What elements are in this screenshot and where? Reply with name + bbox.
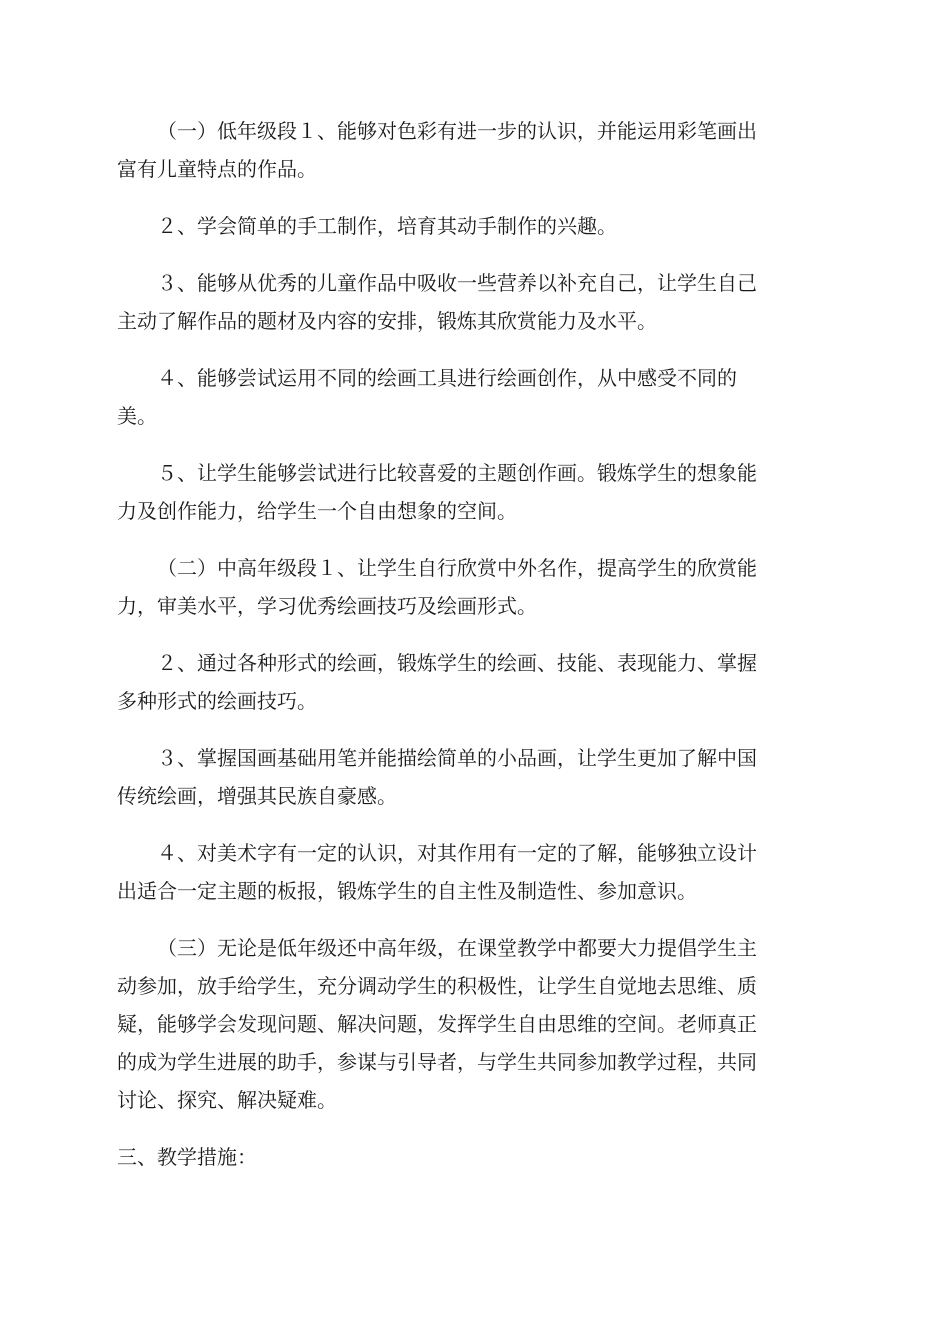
paragraph-upper-item-4 bbox=[117, 834, 835, 910]
text-line: 富有儿童特点的作品。 bbox=[117, 157, 317, 181]
text-line: 讨论、探究、解决疑难。 bbox=[117, 1088, 337, 1112]
paragraph-upper-item-2 bbox=[117, 644, 835, 720]
paragraph-item-5 bbox=[117, 454, 835, 530]
text-line: ３、掌握国画基础用笔并能描绘简单的小品画，让学生更加了解中国 bbox=[157, 746, 757, 770]
paragraph-lower-grade-intro bbox=[117, 112, 835, 188]
text-line: 传统绘画，增强其民族自豪感。 bbox=[117, 784, 397, 808]
section-heading bbox=[117, 1138, 835, 1176]
text-line: ２、通过各种形式的绘画，锻炼学生的绘画、技能、表现能力、掌握 bbox=[157, 651, 757, 675]
paragraph-item-3 bbox=[117, 264, 835, 340]
text-line: ４、对美术字有一定的认识，对其作用有一定的了解，能够独立设计 bbox=[157, 841, 757, 865]
text-line: 主动了解作品的题材及内容的安排，锻炼其欣赏能力及水平。 bbox=[117, 309, 657, 333]
text-line: 动参加，放手给学生，充分调动学生的积极性，让学生自觉地去思维、质 bbox=[117, 974, 757, 998]
text-line: ５、让学生能够尝试进行比较喜爱的主题创作画。锻炼学生的想象能 bbox=[157, 461, 757, 485]
paragraph-item-4 bbox=[117, 359, 835, 435]
text-line: 出适合一定主题的板报，锻炼学生的自主性及制造性、参加意识。 bbox=[117, 879, 697, 903]
text-line: 美。 bbox=[117, 404, 157, 428]
text-line: ３、能够从优秀的儿童作品中吸收一些营养以补充自己，让学生自己 bbox=[157, 271, 757, 295]
text-line: 疑，能够学会发现问题、解决问题，发挥学生自由思维的空间。老师真正 bbox=[117, 1012, 757, 1036]
text-line: 的成为学生进展的助手，参谋与引导者，与学生共同参加教学过程，共同 bbox=[117, 1050, 757, 1074]
paragraph-part-three bbox=[117, 929, 835, 1119]
paragraph-upper-item-3 bbox=[117, 739, 835, 815]
text-line: （一）低年级段１、能够对色彩有进一步的认识，并能运用彩笔画出 bbox=[157, 119, 757, 143]
text-line: 力及创作能力，给学生一个自由想象的空间。 bbox=[117, 499, 517, 523]
text-line: ２、学会简单的手工制作，培育其动手制作的兴趣。 bbox=[157, 214, 617, 238]
paragraph-upper-grade-intro bbox=[117, 549, 835, 625]
text-line: ４、能够尝试运用不同的绘画工具进行绘画创作，从中感受不同的 bbox=[157, 366, 737, 390]
text-line: （二）中高年级段１、让学生自行欣赏中外名作，提高学生的欣赏能 bbox=[157, 556, 757, 580]
document-body bbox=[117, 112, 835, 1195]
text-line: （三）无论是低年级还中高年级，在课堂教学中都要大力提倡学生主 bbox=[157, 936, 757, 960]
text-line: 力，审美水平，学习优秀绘画技巧及绘画形式。 bbox=[117, 594, 537, 618]
paragraph-item-2 bbox=[117, 207, 835, 245]
text-line: 多种形式的绘画技巧。 bbox=[117, 689, 317, 713]
section-heading-text: 三、教学措施： bbox=[117, 1145, 257, 1169]
